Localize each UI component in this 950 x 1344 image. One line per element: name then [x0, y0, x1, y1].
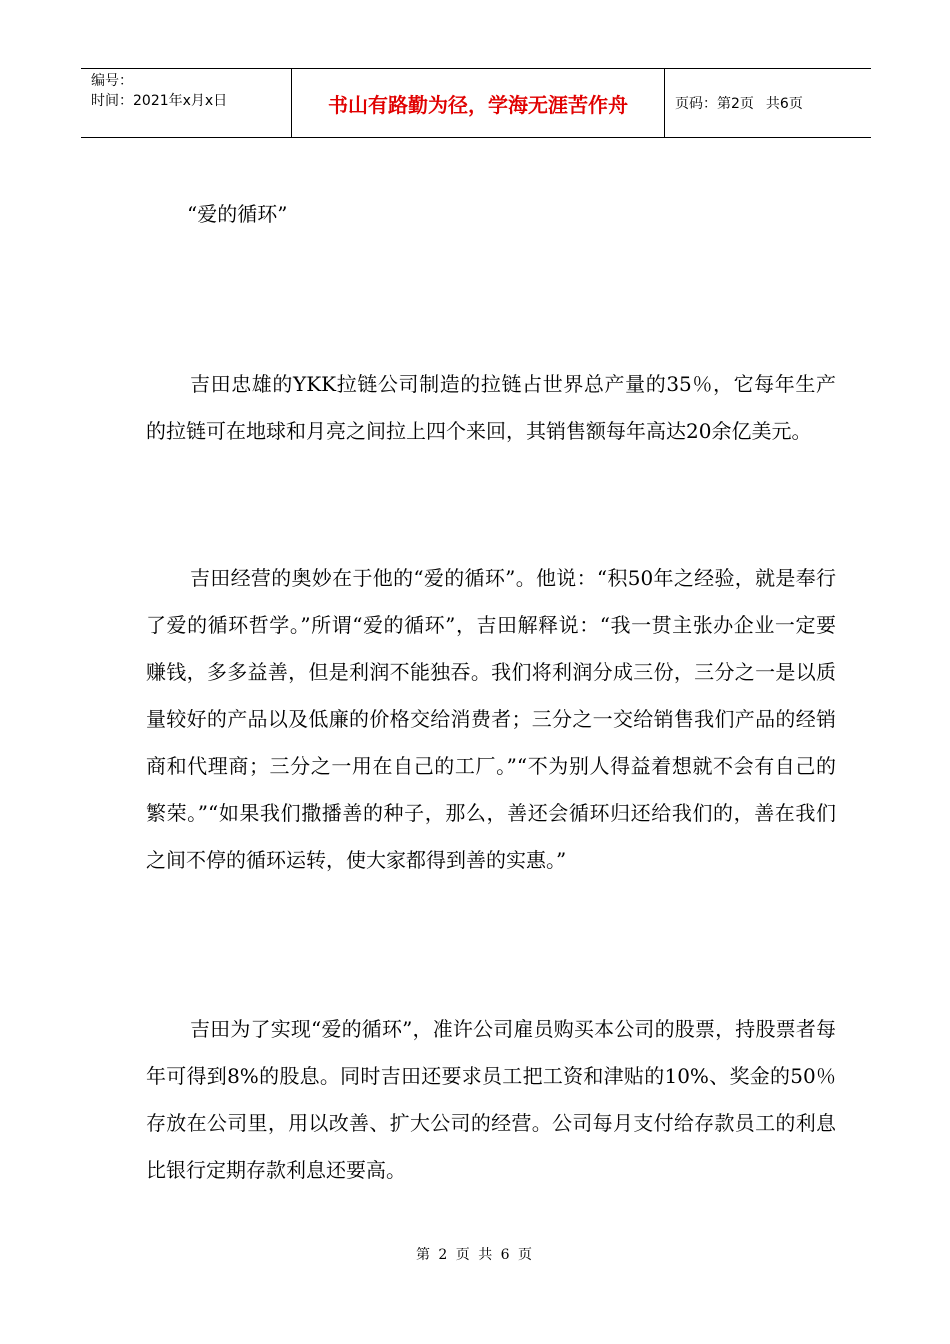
header-page-info: [665, 69, 871, 137]
document-number-label: 编号：: [91, 73, 133, 89]
header-total-pages: 共6页: [765, 96, 803, 112]
document-time-label: 时间：2021年x月x日: [91, 93, 228, 109]
body-paragraph-2: 吉田经营的奥妙在于他的“爱的循环”。他说：“积50年之经验，就是奉行了爱的循环哲学。”所谓“爱的循环”，吉田解释说：“我一贯主张办企业一定要赚钱，多多益善，但是利润不能独吞。我们将利润分成三份，三分之一是以质量较好的产品以及低廉的价格交给消费者；三分之一交给销售我们产品的经销商和代理商；三分之一用在自己的工厂。”“不为别人得益着想就不会有自己的繁荣。”“如果我们撒播善的种子，那么，善还会循环归还给我们的，善在我们之间不停的循环运转，使大家都得到善的实惠。”: [146, 566, 836, 872]
header-meta: [81, 69, 292, 137]
body-paragraph-3: 吉田为了实现“爱的循环”，准许公司雇员购买本公司的股票，持股票者每年可得到8%的股息。同时吉田还要求员工把工资和津贴的10%、奖金的50％存放在公司里，用以改善、扩大公司的经营。公司每月支付给存款员工的利息比银行定期存款利息还要高。: [146, 1017, 836, 1182]
page-footer: 第 2 页 共 6 页: [415, 1247, 535, 1263]
header-motto: 书山有路勤为径，学海无涯苦作舟: [292, 69, 665, 137]
header-page-number: 页码：第2页: [675, 96, 754, 112]
document-title: “爱的循环”: [187, 202, 288, 226]
body-paragraph-1: 吉田忠雄的YKK拉链公司制造的拉链占世界总产量的35％，它每年生产的拉链可在地球和月亮之间拉上四个来回，其销售额每年高达20余亿美元。: [146, 372, 836, 443]
page-header: [81, 68, 871, 138]
